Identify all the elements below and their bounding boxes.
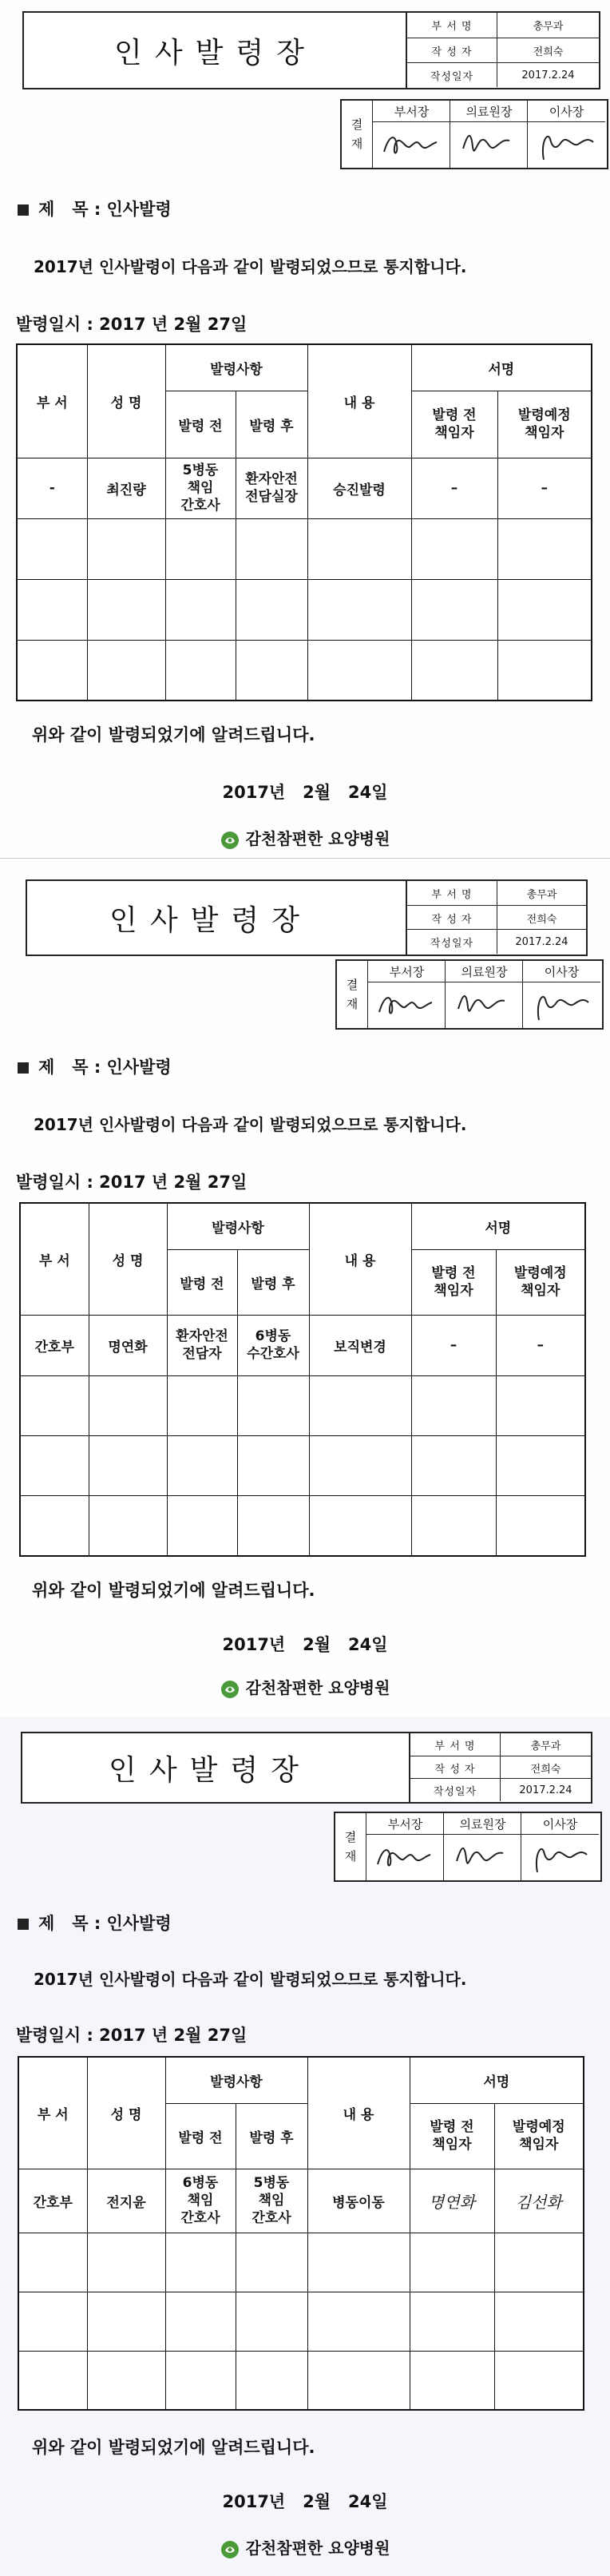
meta-label: 부 서 명 bbox=[407, 881, 497, 905]
header-order: 발령사항 bbox=[165, 344, 307, 391]
meta-row-date bbox=[407, 929, 586, 954]
cell-dept: 간호부 bbox=[18, 2169, 87, 2233]
meta-label: 부 서 명 bbox=[407, 13, 497, 38]
personnel-order-table bbox=[18, 2056, 584, 2411]
cell-sign-before: – bbox=[411, 458, 497, 518]
header-after: 발령 후 bbox=[236, 2103, 307, 2169]
cell-after: 5병동 책임 간호사 bbox=[236, 2169, 307, 2233]
approval-label: 결 재 bbox=[337, 961, 368, 1028]
meta-table bbox=[406, 881, 586, 955]
cell-name: 최진량 bbox=[87, 458, 165, 518]
header-sign-before: 발령 전 책임자 bbox=[411, 1249, 496, 1315]
cell-sign-after: – bbox=[496, 1315, 585, 1375]
header-sign-after: 발령예정 책임자 bbox=[494, 2103, 584, 2169]
table-row-empty bbox=[20, 1375, 585, 1435]
title-box bbox=[21, 1732, 592, 1804]
signature-image bbox=[533, 125, 596, 163]
meta-value: 전희숙 bbox=[530, 1763, 561, 1776]
meta-row-dept bbox=[407, 881, 586, 905]
bullet-square-icon bbox=[18, 204, 29, 216]
header-name: 성 명 bbox=[87, 344, 165, 458]
closing-sentence: 위와 같이 발령되었기에 알려드립니다. bbox=[32, 2438, 315, 2457]
table-row-empty bbox=[18, 2292, 584, 2351]
notice-page-1 bbox=[0, 0, 610, 859]
table-row-empty bbox=[20, 1495, 585, 1556]
cell-name: 전지윤 bbox=[87, 2169, 165, 2233]
table-row-empty bbox=[17, 518, 592, 579]
approval-label: 결 재 bbox=[342, 101, 373, 168]
table-row-empty bbox=[20, 1435, 585, 1495]
notice-sentence: 2017년 인사발령이 다음과 같이 발령되었으므로 통지합니다. bbox=[34, 257, 467, 276]
approval-col-dept-head: 부서장 bbox=[367, 961, 446, 1028]
approval-box bbox=[340, 99, 608, 169]
cell-content: 보직변경 bbox=[309, 1315, 411, 1375]
meta-label: 작성일자 bbox=[407, 63, 497, 87]
notice-sentence: 2017년 인사발령이 다음과 같이 발령되었으므로 통지합니다. bbox=[34, 1970, 467, 1989]
meta-row-author bbox=[407, 38, 599, 63]
closing-sentence: 위와 같이 발령되었기에 알려드립니다. bbox=[32, 1581, 315, 1600]
signature-image bbox=[378, 125, 442, 163]
hospital-logo-icon bbox=[220, 1680, 240, 1699]
meta-label: 부 서 명 bbox=[410, 1733, 501, 1756]
cell-sign-before: 명연화 bbox=[410, 2169, 494, 2233]
table-row bbox=[18, 2169, 584, 2233]
cell-sign-after: – bbox=[497, 458, 592, 518]
hospital-logo-icon bbox=[220, 2540, 240, 2559]
subject-line: 제 목 : 인사발령 bbox=[18, 1911, 172, 1935]
organization-name: 감천참편한 요양병원 bbox=[0, 1675, 610, 1699]
table-row-empty bbox=[17, 579, 592, 640]
meta-row-dept bbox=[407, 13, 599, 38]
organization-name: 감천참편한 요양병원 bbox=[0, 2535, 610, 2559]
meta-value: 총무과 bbox=[530, 1740, 561, 1752]
signature-image bbox=[371, 1837, 435, 1875]
header-content: 내 용 bbox=[309, 1203, 411, 1315]
table-row-empty bbox=[18, 2233, 584, 2292]
effective-date: 발령일시 : 2017 년 2월 27일 bbox=[16, 1173, 248, 1192]
header-sign-after: 발령예정 책임자 bbox=[497, 391, 592, 458]
header-content: 내 용 bbox=[307, 344, 411, 458]
meta-row-date bbox=[410, 1778, 591, 1801]
issue-date: 2017년 2월 24일 bbox=[222, 2492, 388, 2511]
meta-table bbox=[406, 13, 599, 88]
personnel-order-table bbox=[19, 1202, 586, 1557]
header-after: 발령 후 bbox=[236, 391, 307, 458]
header-before: 발령 전 bbox=[165, 2103, 236, 2169]
signature-image bbox=[449, 1837, 513, 1875]
approval-col-dept-head: 부서장 bbox=[372, 101, 450, 168]
bullet-square-icon bbox=[18, 1919, 29, 1930]
bullet-square-icon bbox=[18, 1062, 29, 1074]
cell-content: 병동이동 bbox=[307, 2169, 410, 2233]
signature-image bbox=[528, 985, 592, 1023]
personnel-order-table bbox=[16, 343, 592, 701]
organization-name: 감천참편한 요양병원 bbox=[0, 826, 610, 850]
signature-image bbox=[455, 125, 519, 163]
header-dept: 부 서 bbox=[20, 1203, 89, 1315]
meta-label: 작 성 자 bbox=[410, 1756, 501, 1779]
meta-value: 전희숙 bbox=[533, 46, 564, 58]
approval-box bbox=[334, 1812, 602, 1882]
header-name: 성 명 bbox=[89, 1203, 167, 1315]
approval-col-dept-head: 부서장 bbox=[366, 1813, 444, 1880]
approval-col-chairman: 이사장 bbox=[521, 1813, 599, 1880]
header-content: 내 용 bbox=[307, 2057, 410, 2169]
document-title: 인사발령장 bbox=[109, 903, 312, 937]
signature-image bbox=[450, 985, 514, 1023]
header-dept: 부 서 bbox=[18, 2057, 87, 2169]
notice-page-2 bbox=[0, 859, 610, 1717]
cell-after: 환자안전 전담실장 bbox=[236, 458, 307, 518]
signature-image bbox=[526, 1837, 590, 1875]
subject-line: 제 목 : 인사발령 bbox=[18, 196, 172, 220]
effective-date: 발령일시 : 2017 년 2월 27일 bbox=[16, 2026, 248, 2045]
header-sign: 서명 bbox=[411, 344, 592, 391]
notice-sentence: 2017년 인사발령이 다음과 같이 발령되었으므로 통지합니다. bbox=[34, 1115, 467, 1134]
table-row-empty bbox=[18, 2351, 584, 2410]
table-row-empty bbox=[17, 640, 592, 701]
table-row bbox=[17, 458, 592, 518]
header-name: 성 명 bbox=[87, 2057, 165, 2169]
meta-row-author bbox=[407, 905, 586, 930]
meta-value: 총무과 bbox=[526, 888, 557, 901]
header-sign-before: 발령 전 책임자 bbox=[410, 2103, 494, 2169]
meta-value: 총무과 bbox=[533, 21, 564, 33]
approval-box bbox=[335, 959, 604, 1030]
approval-col-director: 의료원장 bbox=[443, 1813, 521, 1880]
effective-date: 발령일시 : 2017 년 2월 27일 bbox=[16, 315, 248, 334]
meta-value: 2017.2.24 bbox=[519, 1784, 572, 1796]
header-sign: 서명 bbox=[411, 1203, 585, 1249]
cell-name: 명연화 bbox=[89, 1315, 167, 1375]
header-before: 발령 전 bbox=[165, 391, 236, 458]
cell-dept: 간호부 bbox=[20, 1315, 89, 1375]
meta-label: 작 성 자 bbox=[407, 906, 497, 930]
meta-value: 전희숙 bbox=[526, 913, 557, 926]
cell-content: 승진발령 bbox=[307, 458, 411, 518]
header-order: 발령사항 bbox=[167, 1203, 309, 1249]
header-dept: 부 서 bbox=[17, 344, 87, 458]
meta-row-author bbox=[410, 1756, 591, 1779]
meta-row-date bbox=[407, 62, 599, 87]
notice-page-3 bbox=[0, 1717, 610, 2576]
approval-col-chairman: 이사장 bbox=[522, 961, 600, 1028]
signature-image bbox=[373, 985, 437, 1023]
cell-dept: - bbox=[17, 458, 87, 518]
approval-label: 결 재 bbox=[335, 1813, 366, 1880]
header-after: 발령 후 bbox=[237, 1249, 309, 1315]
meta-label: 작성일자 bbox=[407, 930, 497, 954]
meta-label: 작성일자 bbox=[410, 1779, 501, 1801]
approval-col-chairman: 이사장 bbox=[527, 101, 605, 168]
header-sign-before: 발령 전 책임자 bbox=[411, 391, 497, 458]
cell-sign-before: – bbox=[411, 1315, 496, 1375]
subject-line: 제 목 : 인사발령 bbox=[18, 1054, 172, 1078]
cell-before: 환자안전 전담자 bbox=[167, 1315, 237, 1375]
meta-value: 2017.2.24 bbox=[515, 935, 568, 948]
table-row bbox=[20, 1315, 585, 1375]
approval-col-director: 의료원장 bbox=[445, 961, 523, 1028]
header-sign-after: 발령예정 책임자 bbox=[496, 1249, 585, 1315]
meta-value: 2017.2.24 bbox=[521, 69, 575, 81]
meta-row-dept bbox=[410, 1733, 591, 1756]
document-title: 인사발령장 bbox=[114, 36, 317, 69]
issue-date: 2017년 2월 24일 bbox=[222, 1635, 388, 1654]
meta-table bbox=[409, 1733, 591, 1802]
hospital-logo-icon bbox=[220, 831, 240, 850]
approval-col-director: 의료원장 bbox=[450, 101, 528, 168]
closing-sentence: 위와 같이 발령되었기에 알려드립니다. bbox=[32, 725, 315, 744]
title-box bbox=[22, 11, 600, 89]
meta-label: 작 성 자 bbox=[407, 38, 497, 63]
document-title: 인사발령장 bbox=[109, 1753, 311, 1787]
issue-date: 2017년 2월 24일 bbox=[222, 783, 388, 802]
cell-before: 6병동 책임 간호사 bbox=[165, 2169, 236, 2233]
header-before: 발령 전 bbox=[167, 1249, 237, 1315]
header-sign: 서명 bbox=[410, 2057, 584, 2103]
cell-sign-after: 김선화 bbox=[494, 2169, 584, 2233]
cell-after: 6병동 수간호사 bbox=[237, 1315, 309, 1375]
header-order: 발령사항 bbox=[165, 2057, 307, 2103]
cell-before: 5병동 책임 간호사 bbox=[165, 458, 236, 518]
title-box bbox=[26, 879, 588, 956]
